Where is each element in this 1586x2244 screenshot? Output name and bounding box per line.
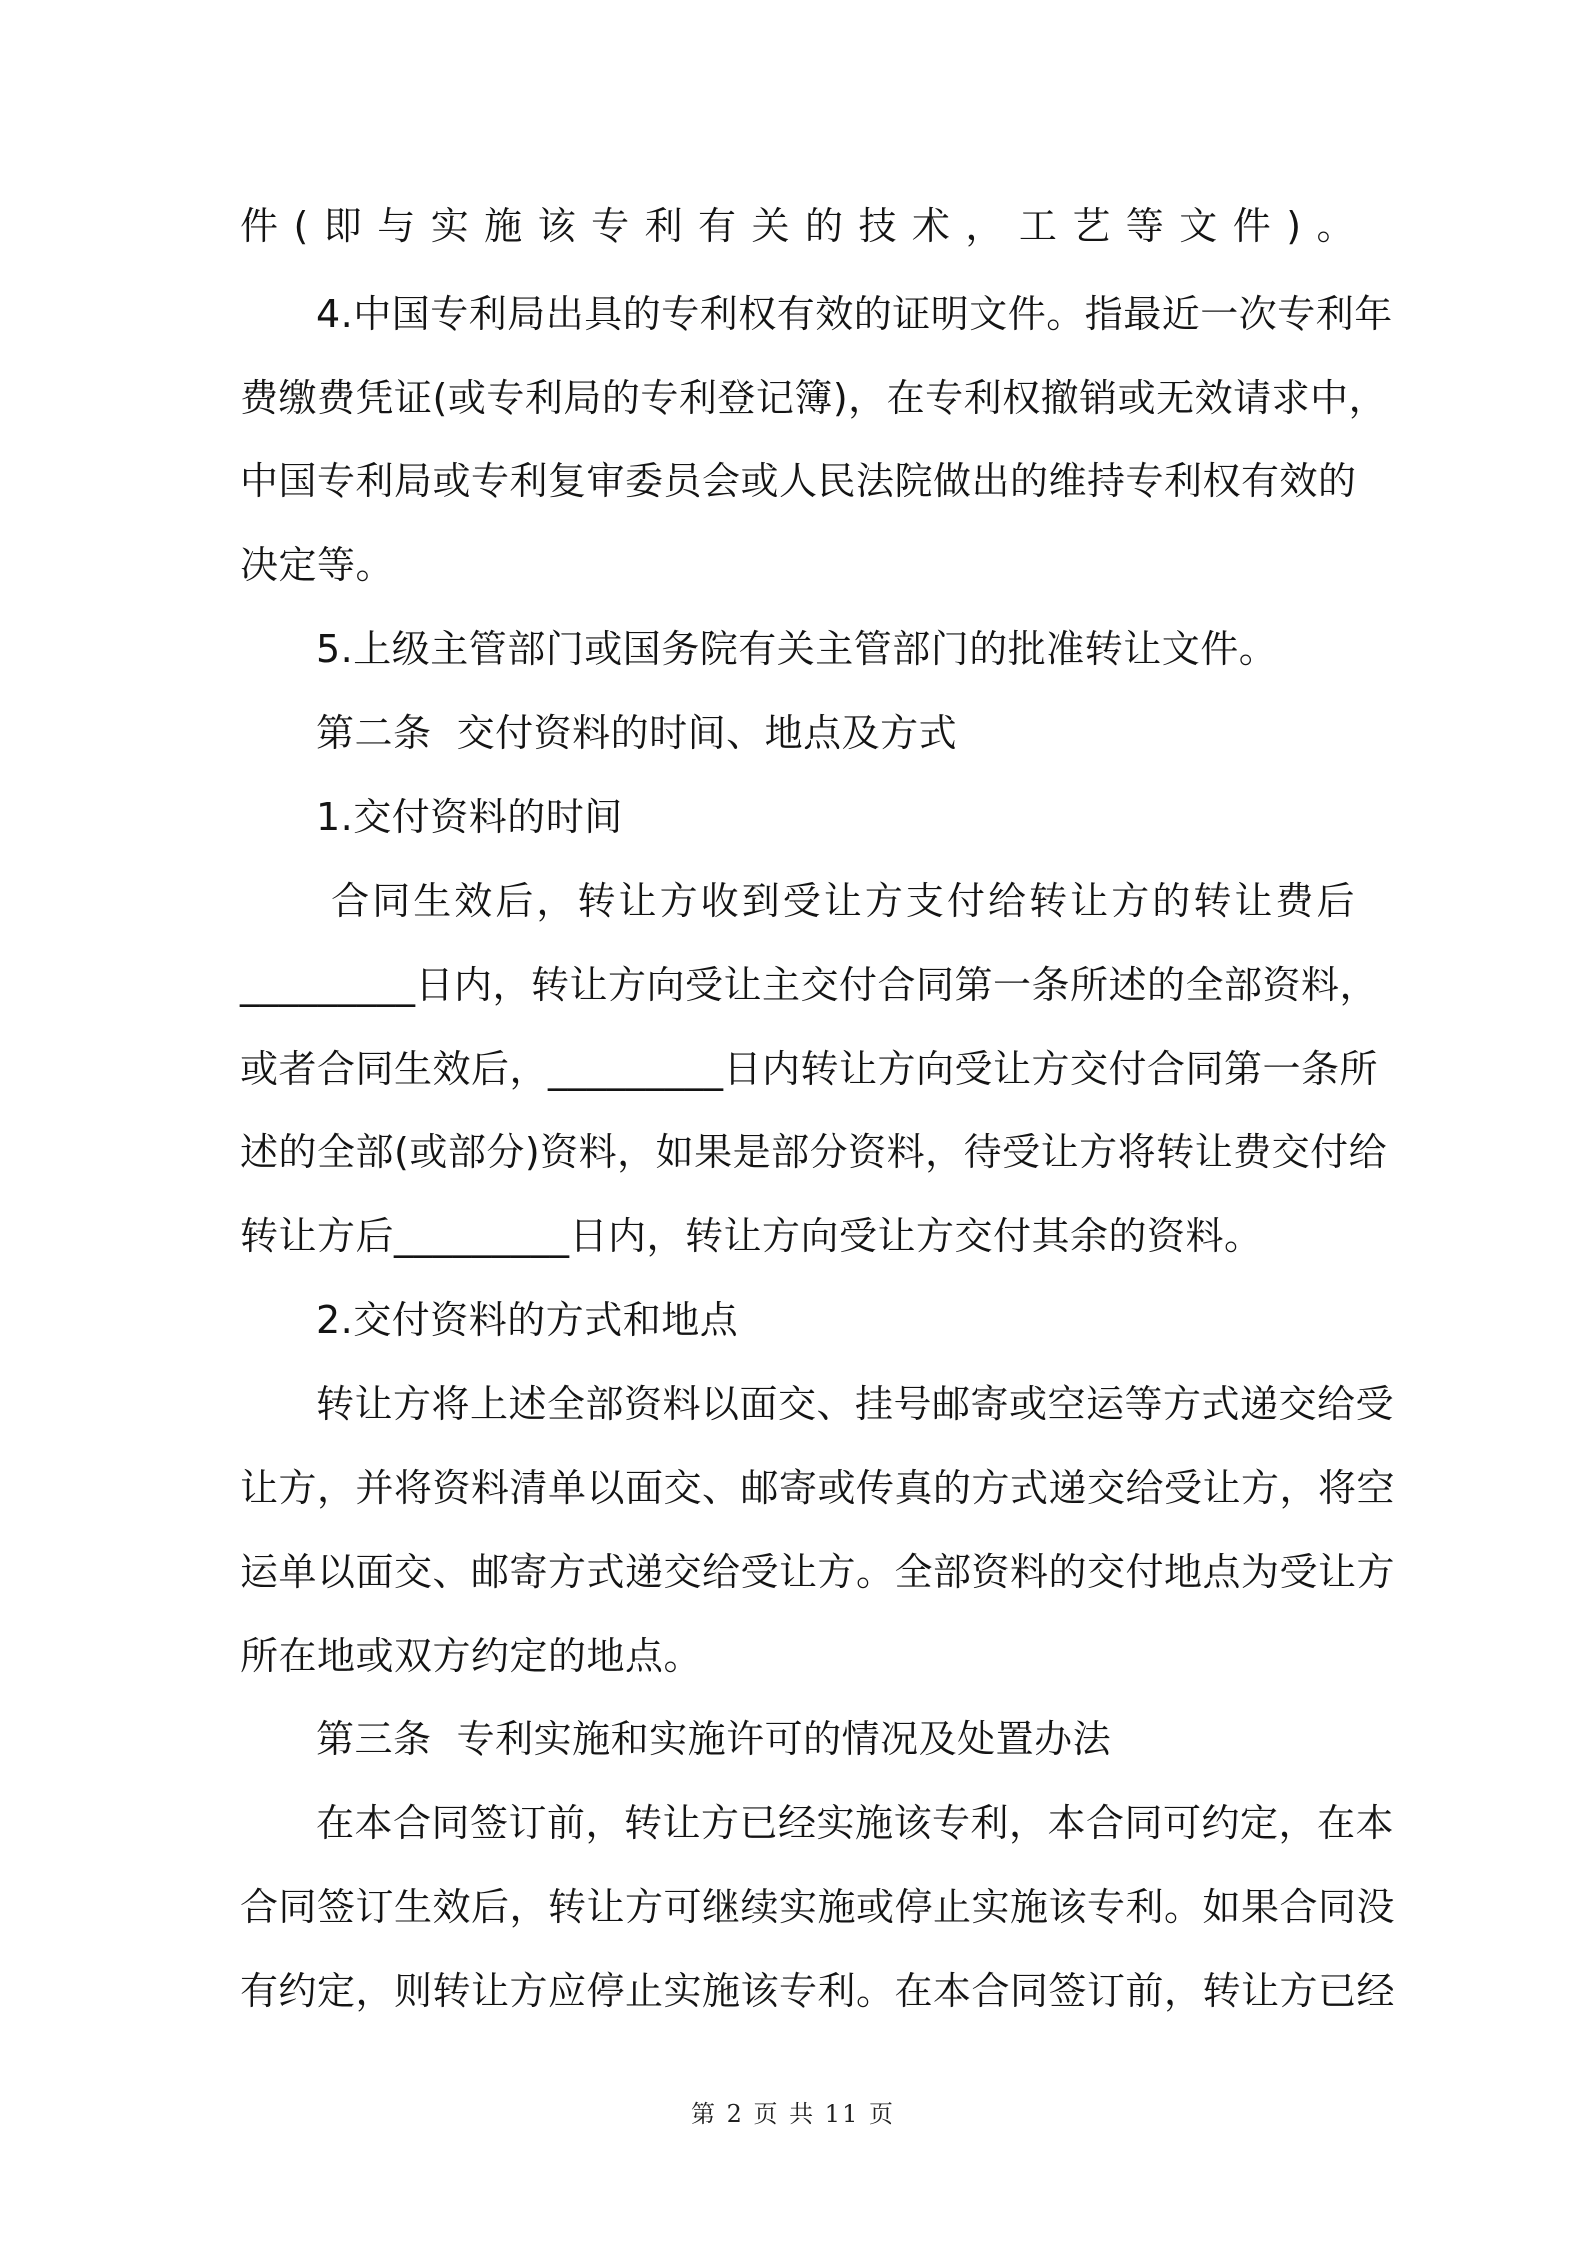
- text-line-17: 运单以面交、邮寄方式递交给受让方。全部资料的交付地点为受让方: [240, 1550, 1396, 1594]
- text-line-10: _________日内，转让方向受让主交付合同第一条所述的全部资料，: [240, 963, 1379, 1007]
- subheading-delivery-time: 1.交付资料的时间: [316, 795, 623, 839]
- section-heading-article-2: 第二条 交付资料的时间、地点及方式: [316, 711, 958, 755]
- text-line-18: 所在地或双方约定的地点。: [240, 1634, 703, 1678]
- text-line-20: 在本合同签订前，转让方已经实施该专利，本合同可约定，在本: [316, 1801, 1395, 1845]
- text-line-22: 有约定，则转让方应停止实施该专利。在本合同签订前，转让方已经: [240, 1969, 1396, 2013]
- text-line-13: 转让方后_________日内，转让方向受让方交付其余的资料。: [240, 1214, 1263, 1258]
- text-line-3: 费缴费凭证(或专利局的专利登记簿)，在专利权撤销或无效请求中，: [240, 376, 1388, 420]
- page-number-footer: 第 2 页 共 11 页: [691, 2100, 895, 2128]
- section-heading-article-3: 第三条 专利实施和实施许可的情况及处置办法: [316, 1717, 1112, 1761]
- subheading-delivery-method: 2.交付资料的方式和地点: [316, 1298, 739, 1342]
- text-line-15: 转让方将上述全部资料以面交、挂号邮寄或空运等方式递交给受: [316, 1382, 1395, 1426]
- text-line-9: 合同生效后，转让方收到受让方支付给转让方的转让费后: [316, 879, 1355, 923]
- text-line-12: 述的全部(或部分)资料，如果是部分资料，待受让方将转让费交付给: [240, 1130, 1388, 1174]
- text-line-6: 5.上级主管部门或国务院有关主管部门的批准转让文件。: [316, 627, 1278, 671]
- text-line-11: 或者合同生效后，_________日内转让方向受让方交付合同第一条所: [240, 1047, 1379, 1091]
- text-line-21: 合同签订生效后，转让方可继续实施或停止实施该专利。如果合同没: [240, 1885, 1396, 1929]
- text-line-4: 中国专利局或专利复审委员会或人民法院做出的维持专利权有效的: [240, 459, 1357, 503]
- text-line-16: 让方，并将资料清单以面交、邮寄或传真的方式递交给受让方，将空: [240, 1466, 1396, 1510]
- text-line-2: 4.中国专利局出具的专利权有效的证明文件。指最近一次专利年: [316, 292, 1393, 336]
- text-line-1: 件(即与实施该专利有关的技术，工艺等文件)。: [240, 204, 1355, 248]
- text-line-5: 决定等。: [240, 543, 395, 587]
